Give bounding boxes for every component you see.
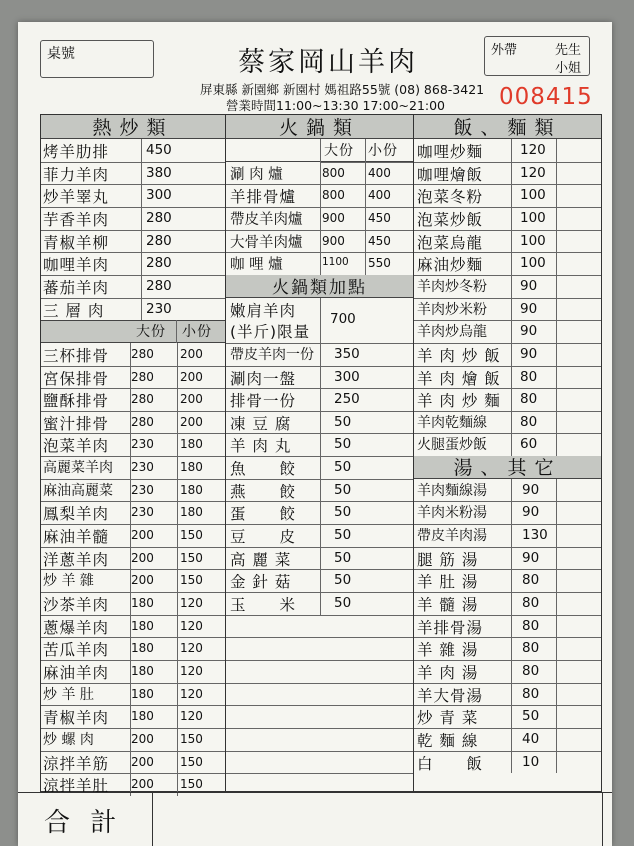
- row-divider: [226, 705, 413, 706]
- menu-item-large-price: 180: [131, 641, 154, 656]
- business-hours: 營業時間11:00~13:30 17:00~21:00: [226, 98, 446, 113]
- serial-number: 008415: [499, 84, 593, 110]
- menu-item-price: 90: [522, 549, 540, 566]
- menu-item-name: 烤羊肋排: [43, 143, 110, 161]
- menu-item-price: 80: [520, 413, 538, 430]
- menu-item-large-price: 280: [131, 369, 154, 384]
- menu-item-price: 40: [522, 730, 540, 747]
- takeout-field[interactable]: [484, 36, 590, 76]
- ms-label: 小姐: [555, 61, 582, 76]
- menu-item-price: 90: [520, 323, 538, 340]
- menu-item-name: 沙茶羊肉: [43, 596, 110, 614]
- menu-item-large-price: 180: [131, 596, 154, 610]
- rice-noodle-header: 飯、麵類: [414, 115, 601, 139]
- menu-item-small-price: 150: [180, 754, 203, 769]
- menu-item-small-price: 120: [180, 709, 203, 724]
- menu-item-name: 羊 肉 燴 飯: [417, 369, 501, 388]
- menu-item-large-price: 280: [131, 414, 154, 429]
- menu-item-price: 120: [520, 164, 546, 181]
- menu-item-small-price: 150: [180, 528, 203, 543]
- menu-item-price: 50: [334, 459, 352, 476]
- menu-item-large-price: 900: [322, 233, 345, 248]
- cell-divider: [320, 139, 321, 275]
- row-divider: [226, 683, 413, 684]
- menu-item-name: 羊 髓 湯: [417, 596, 479, 614]
- menu-item-small-price: 120: [180, 596, 203, 610]
- menu-item-large-price: 900: [322, 210, 345, 225]
- menu-item-name: 宮保排骨: [43, 369, 110, 388]
- row-divider: [226, 728, 413, 729]
- menu-item-price: 50: [334, 572, 352, 589]
- menu-item-name: 泡菜炒飯: [417, 210, 484, 229]
- menu-item-large-price: 180: [131, 618, 154, 633]
- cell-divider: [141, 139, 142, 320]
- small-size-label: 小份: [182, 324, 212, 341]
- menu-item-price: 50: [334, 527, 352, 544]
- menu-item-name: 咖哩燴飯: [417, 165, 484, 184]
- menu-item-small-price: 120: [180, 686, 203, 701]
- cell-divider: [320, 343, 321, 615]
- menu-item-large-price: 200: [131, 573, 154, 588]
- menu-item-price: 60: [520, 436, 538, 453]
- menu-item-price: 80: [522, 640, 540, 657]
- menu-item-price: 90: [520, 300, 538, 317]
- menu-item-large-price: 200: [131, 528, 154, 543]
- menu-item-price: 300: [146, 187, 172, 204]
- cell-divider: [177, 343, 178, 796]
- menu-item-name: 高麗菜羊肉: [43, 460, 113, 477]
- menu-item-price: 100: [520, 255, 546, 272]
- menu-item-price: 50: [334, 549, 352, 566]
- menu-item-price: 80: [522, 595, 540, 611]
- menu-item-price: 80: [520, 368, 538, 385]
- menu-item-small-price: 180: [180, 437, 203, 452]
- menu-item-small-price: 150: [180, 550, 203, 565]
- table-number-field[interactable]: [40, 40, 154, 78]
- menu-item-name: 羊肉乾麵線: [417, 414, 487, 431]
- menu-item-name: 三 層 肉: [43, 301, 105, 320]
- menu-item-name: 炒 青 菜: [417, 709, 479, 728]
- menu-item-price: 80: [522, 572, 540, 589]
- menu-item-large-price: 1100: [322, 256, 349, 269]
- menu-item-price: 450: [146, 142, 172, 158]
- menu-item-price: 90: [520, 345, 538, 362]
- row-divider: [226, 615, 413, 616]
- menu-item-price: 250: [334, 391, 360, 408]
- menu-item-price: 130: [522, 527, 548, 544]
- menu-item-name: 青椒羊肉: [43, 709, 110, 728]
- menu-item-small-price: 200: [180, 346, 203, 361]
- menu-item-name: (半斤)限量: [230, 323, 311, 342]
- menu-item-name: 羊肉炒烏龍: [417, 324, 487, 341]
- menu-item-large-price: 230: [131, 437, 154, 452]
- menu-item-large-price: 280: [131, 346, 154, 361]
- menu-item-large-price: 180: [131, 663, 154, 678]
- menu-item-price: 10: [522, 753, 540, 770]
- large-size-label: 大份: [136, 324, 166, 341]
- menu-item-name: 凍 豆 腐: [230, 414, 292, 433]
- menu-item-name: 羊大骨湯: [417, 686, 484, 705]
- menu-item-price: 90: [520, 277, 538, 294]
- menu-item-name: 羊排骨爐: [230, 188, 297, 207]
- menu-item-name: 大骨羊肉爐: [230, 234, 303, 251]
- menu-item-name: 咖哩羊肉: [43, 256, 110, 275]
- menu-item-name: 嫩肩羊肉: [230, 301, 297, 320]
- menu-item-small-price: 550: [368, 256, 391, 271]
- menu-item-large-price: 230: [131, 505, 154, 520]
- menu-item-large-price: 230: [131, 460, 154, 475]
- menu-item-large-price: 800: [322, 165, 345, 180]
- menu-item-name: 羊肉炒米粉: [417, 301, 487, 318]
- menu-item-name: 羊 肚 湯: [417, 573, 479, 592]
- menu-item-price: 90: [522, 481, 540, 498]
- cell-divider: [511, 479, 512, 773]
- menu-item-name: 蛋 餃: [230, 505, 297, 524]
- menu-item-name: 羊肉米粉湯: [417, 505, 487, 522]
- address-line: 屏東縣 新園鄉 新園村 媽祖路55號 (08) 868-3421: [200, 82, 485, 97]
- menu-item-price: 280: [146, 277, 172, 294]
- menu-item-name: 麻油炒麵: [417, 256, 484, 275]
- cell-divider: [320, 298, 321, 343]
- menu-item-name: 炒 羊 雜: [43, 573, 94, 590]
- menu-item-price: 80: [520, 391, 538, 408]
- menu-item-name: 苦瓜羊肉: [43, 641, 110, 660]
- menu-item-name: 白 飯: [417, 754, 484, 773]
- row-divider: [320, 162, 413, 163]
- menu-item-name: 高 麗 菜: [230, 550, 292, 569]
- menu-item-name: 豆 皮: [230, 528, 297, 547]
- menu-item-price: 380: [146, 164, 172, 181]
- menu-item-price: 80: [522, 662, 540, 679]
- menu-item-name: 羊肉炒冬粉: [417, 278, 487, 295]
- menu-item-price: 280: [146, 209, 172, 226]
- menu-item-small-price: 120: [180, 663, 203, 678]
- column-divider: [225, 114, 226, 792]
- column-divider: [413, 114, 414, 792]
- menu-item-name: 三杯排骨: [43, 346, 110, 365]
- menu-item-name: 芋香羊肉: [43, 210, 110, 229]
- menu-item-price: 100: [520, 209, 546, 226]
- total-amount-field[interactable]: [154, 794, 600, 844]
- menu-item-name: 麻油羊肉: [43, 663, 110, 682]
- menu-item-large-price: 180: [131, 709, 154, 724]
- menu-item-name: 乾 麵 線: [417, 731, 479, 750]
- menu-item-price: 80: [522, 617, 540, 634]
- menu-item-name: 腿 筋 湯: [417, 550, 479, 569]
- menu-item-name: 羊 雜 湯: [417, 641, 479, 660]
- row-divider: [226, 773, 413, 774]
- menu-item-small-price: 120: [180, 618, 203, 633]
- menu-item-name: 金 針 菇: [230, 573, 292, 592]
- menu-item-small-price: 150: [180, 573, 203, 588]
- menu-item-price: 50: [334, 436, 352, 453]
- menu-item-price: 350: [334, 345, 360, 362]
- menu-item-small-price: 450: [368, 210, 391, 225]
- cell-divider: [130, 343, 131, 796]
- menu-item-name: 魚 餃: [230, 460, 297, 479]
- menu-item-name: 玉 米: [230, 596, 297, 614]
- restaurant-name: 蔡家岡山羊肉: [238, 47, 418, 78]
- menu-item-price: 100: [520, 187, 546, 204]
- menu-item-name: 火腿蛋炒飯: [417, 437, 487, 454]
- cell-divider: [176, 320, 177, 343]
- menu-item-price: 80: [522, 685, 540, 702]
- menu-item-name: 鹽酥排骨: [43, 392, 110, 411]
- menu-item-large-price: 200: [131, 777, 154, 792]
- menu-item-name: 青椒羊柳: [43, 233, 110, 252]
- menu-item-name: 炒 羊 肚: [43, 686, 94, 703]
- mr-label: 先生: [555, 43, 582, 58]
- menu-item-small-price: 200: [180, 369, 203, 384]
- menu-item-price: 700: [330, 311, 356, 328]
- menu-item-small-price: 150: [180, 777, 203, 792]
- menu-item-name: 蜜汁排骨: [43, 414, 110, 433]
- total-label: 合 計: [44, 808, 123, 838]
- menu-item-large-price: 180: [131, 686, 154, 701]
- menu-item-price: 100: [520, 232, 546, 249]
- row-divider: [226, 751, 413, 752]
- menu-item-price: 50: [334, 481, 352, 498]
- menu-item-name: 洋蔥羊肉: [43, 550, 110, 569]
- menu-item-price: 50: [334, 504, 352, 521]
- menu-item-small-price: 400: [368, 165, 391, 180]
- menu-item-price: 280: [146, 255, 172, 272]
- menu-item-large-price: 280: [131, 392, 154, 407]
- soup-other-header: 湯、其它: [414, 456, 601, 479]
- menu-item-name: 涮 肉 爐: [230, 166, 283, 183]
- menu-item-small-price: 180: [180, 505, 203, 520]
- takeout-label: 外帶: [491, 43, 518, 58]
- menu-item-small-price: 120: [180, 641, 203, 656]
- menu-item-name: 鳳梨羊肉: [43, 505, 110, 524]
- menu-item-name: 咖哩炒麵: [417, 143, 484, 161]
- hotpot-addon-header: 火鍋類加點: [226, 275, 413, 298]
- menu-item-large-price: 800: [322, 188, 345, 203]
- menu-item-name: 炒羊睪丸: [43, 188, 110, 207]
- menu-item-small-price: 200: [180, 392, 203, 407]
- menu-item-name: 羊 肉 炒 飯: [417, 346, 501, 365]
- menu-item-name: 羊排骨湯: [417, 618, 484, 637]
- cell-divider: [511, 139, 512, 456]
- menu-item-name: 蔥爆羊肉: [43, 618, 110, 637]
- row-divider: [226, 637, 413, 638]
- menu-item-price: 280: [146, 232, 172, 249]
- cell-divider: [365, 139, 366, 275]
- menu-item-price: 50: [522, 708, 540, 725]
- menu-item-name: 咖 哩 爐: [230, 257, 283, 274]
- menu-item-name: 羊 肉 炒 麵: [417, 392, 501, 411]
- menu-item-small-price: 180: [180, 482, 203, 497]
- menu-item-name: 帶皮羊肉爐: [230, 211, 303, 228]
- menu-item-name: 麻油高麗菜: [43, 482, 113, 499]
- row-divider: [226, 660, 413, 661]
- menu-item-name: 泡菜羊肉: [43, 437, 110, 456]
- menu-item-name: 泡菜烏龍: [417, 233, 484, 252]
- menu-item-small-price: 450: [368, 233, 391, 248]
- large-size-label: 大份: [324, 143, 354, 159]
- hotpot-header: 火鍋類: [226, 115, 413, 139]
- cell-divider: [556, 139, 557, 456]
- menu-item-name: 羊肉麵線湯: [417, 482, 487, 499]
- cell-divider: [556, 479, 557, 773]
- menu-item-price: 50: [334, 595, 352, 611]
- menu-item-price: 230: [146, 300, 172, 317]
- footer-divider: [152, 792, 153, 846]
- menu-item-large-price: 230: [131, 482, 154, 497]
- menu-item-price: 90: [522, 504, 540, 521]
- menu-item-large-price: 200: [131, 754, 154, 769]
- menu-item-price: 120: [520, 142, 546, 158]
- menu-item-name: 泡菜冬粉: [417, 188, 484, 207]
- menu-item-name: 帶皮羊肉湯: [417, 528, 487, 545]
- footer-divider: [18, 792, 612, 793]
- menu-item-large-price: 200: [131, 550, 154, 565]
- menu-item-small-price: 150: [180, 731, 203, 746]
- menu-item-name: 涼拌羊肚: [43, 777, 110, 796]
- menu-item-name: 帶皮羊肉一份: [230, 346, 314, 363]
- menu-item-name: 菲力羊肉: [43, 165, 110, 184]
- table-number-label: 桌號: [47, 46, 75, 62]
- menu-item-name: 羊 肉 湯: [417, 663, 479, 682]
- menu-item-name: 排骨一份: [230, 392, 297, 411]
- stir-fry-header: 熱炒類: [41, 115, 225, 139]
- footer-divider: [602, 792, 603, 846]
- menu-item-name: 羊 肉 丸: [230, 437, 292, 456]
- menu-item-name: 涮肉一盤: [230, 369, 297, 388]
- small-size-label: 小份: [368, 143, 398, 159]
- menu-item-name: 涼拌羊筋: [43, 754, 110, 773]
- menu-item-price: 300: [334, 368, 360, 385]
- menu-item-name: 蕃茄羊肉: [43, 278, 110, 297]
- menu-item-name: 麻油羊髓: [43, 528, 110, 547]
- menu-item-small-price: 400: [368, 188, 391, 203]
- menu-item-name: 燕 餃: [230, 482, 297, 501]
- menu-item-small-price: 180: [180, 460, 203, 475]
- menu-item-large-price: 200: [131, 731, 154, 746]
- menu-item-name: 炒 螺 肉: [43, 731, 94, 748]
- menu-item-small-price: 200: [180, 414, 203, 429]
- menu-item-price: 50: [334, 413, 352, 430]
